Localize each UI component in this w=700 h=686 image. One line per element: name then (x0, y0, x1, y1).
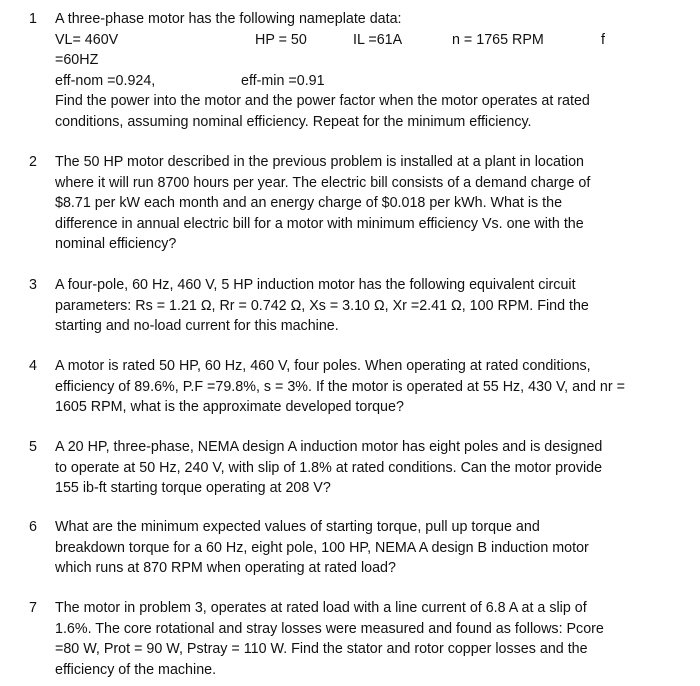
problem-text (55, 9, 665, 132)
problem-line: 1605 RPM, what is the approximate developed torque? (55, 399, 404, 415)
nameplate-speed: n = 1765 RPM (452, 31, 544, 48)
problem-line: difference in annual electric bill for a motor with minimum efficiency Vs. one with the (55, 215, 584, 232)
problem-line: nominal efficiency? (55, 236, 177, 252)
problem-line: A four-pole, 60 Hz, 460 V, 5 HP induction motor has the following equivalent circuit (55, 277, 576, 293)
nameplate-current: IL =61A (353, 31, 403, 48)
problem-line: starting and no-load current for this machine. (55, 318, 339, 334)
problem-text (55, 517, 665, 579)
problem-number: 3 (29, 277, 37, 293)
problem-number: 6 (29, 519, 37, 535)
problem-number: 2 (29, 154, 37, 170)
problem-line: where it will run 8700 hours per year. The electric bill consists of a demand charge of (55, 174, 591, 191)
nameplate-frequency-value: =60HZ (55, 52, 99, 68)
problem-line: Find the power into the motor and the power factor when the motor operates at rated (55, 93, 590, 109)
problem-line: conditions, assuming nominal efficiency. Repeat for the minimum efficiency. (55, 113, 532, 130)
nameplate-efficiency-row (55, 71, 665, 92)
problem-line: A motor is rated 50 HP, 60 Hz, 460 V, four poles. When operating at rated conditions, (55, 358, 591, 374)
problem-line: efficiency of the machine. (55, 661, 217, 678)
problem-line: A three-phase motor has the following nameplate data: (55, 11, 402, 27)
problem-line: $8.71 per kW each month and an energy charge of $0.018 per kWh. What is the (55, 195, 563, 211)
problem-line: A 20 HP, three-phase, NEMA design A induction motor has eight poles and is designed (55, 439, 603, 455)
problem-line: which runs at 870 RPM when operating at rated load? (55, 560, 396, 576)
problem-text (55, 437, 665, 499)
problem-line: The motor in problem 3, operates at rated load with a line current of 6.8 A at a slip of (55, 600, 587, 616)
problem-text (55, 275, 665, 337)
problem-line: What are the minimum expected values of starting torque, pull up torque and (55, 519, 540, 535)
problem-line: The 50 HP motor described in the previous problem is installed at a plant in location (55, 154, 585, 170)
problem-line: efficiency of 89.6%, P.F =79.8%, s = 3%. If the motor is operated at 55 Hz, 430 V, and nr = (55, 378, 625, 395)
nameplate-hp: HP = 50 (255, 31, 307, 48)
nameplate-voltage: VL= 460V (55, 31, 119, 48)
problem-line: =80 W, Prot = 90 W, Pstray = 110 W. Find the stator and rotor copper losses and the (55, 641, 588, 657)
problem-line: 155 ib-ft starting torque operating at 208 V? (55, 480, 331, 496)
problem-number: 5 (29, 439, 37, 455)
problem-number: 7 (29, 600, 37, 616)
nameplate-eff-min: eff-min =0.91 (241, 72, 325, 89)
problem-number: 4 (29, 358, 37, 374)
problem-text (55, 598, 665, 680)
problem-line: parameters: Rs = 1.21 Ω, Rr = 0.742 Ω, Xs = 3.10 Ω, Xr =2.41 Ω, 100 RPM. Find the (55, 297, 589, 314)
problem-line: breakdown torque for a 60 Hz, eight pole, 100 HP, NEMA A design B induction motor (55, 539, 589, 556)
problem-number: 1 (29, 11, 37, 27)
problem-line: to operate at 50 Hz, 240 V, with slip of 1.8% at rated conditions. Can the motor provide (55, 459, 603, 476)
problem-line: 1.6%. The core rotational and stray losses were measured and found as follows: Pcore (55, 620, 604, 637)
problem-text (55, 356, 665, 418)
nameplate-eff-nom: eff-nom =0.924, (55, 72, 156, 89)
nameplate-row (55, 30, 665, 51)
problem-text (55, 152, 665, 255)
nameplate-frequency-label: f (601, 31, 605, 48)
